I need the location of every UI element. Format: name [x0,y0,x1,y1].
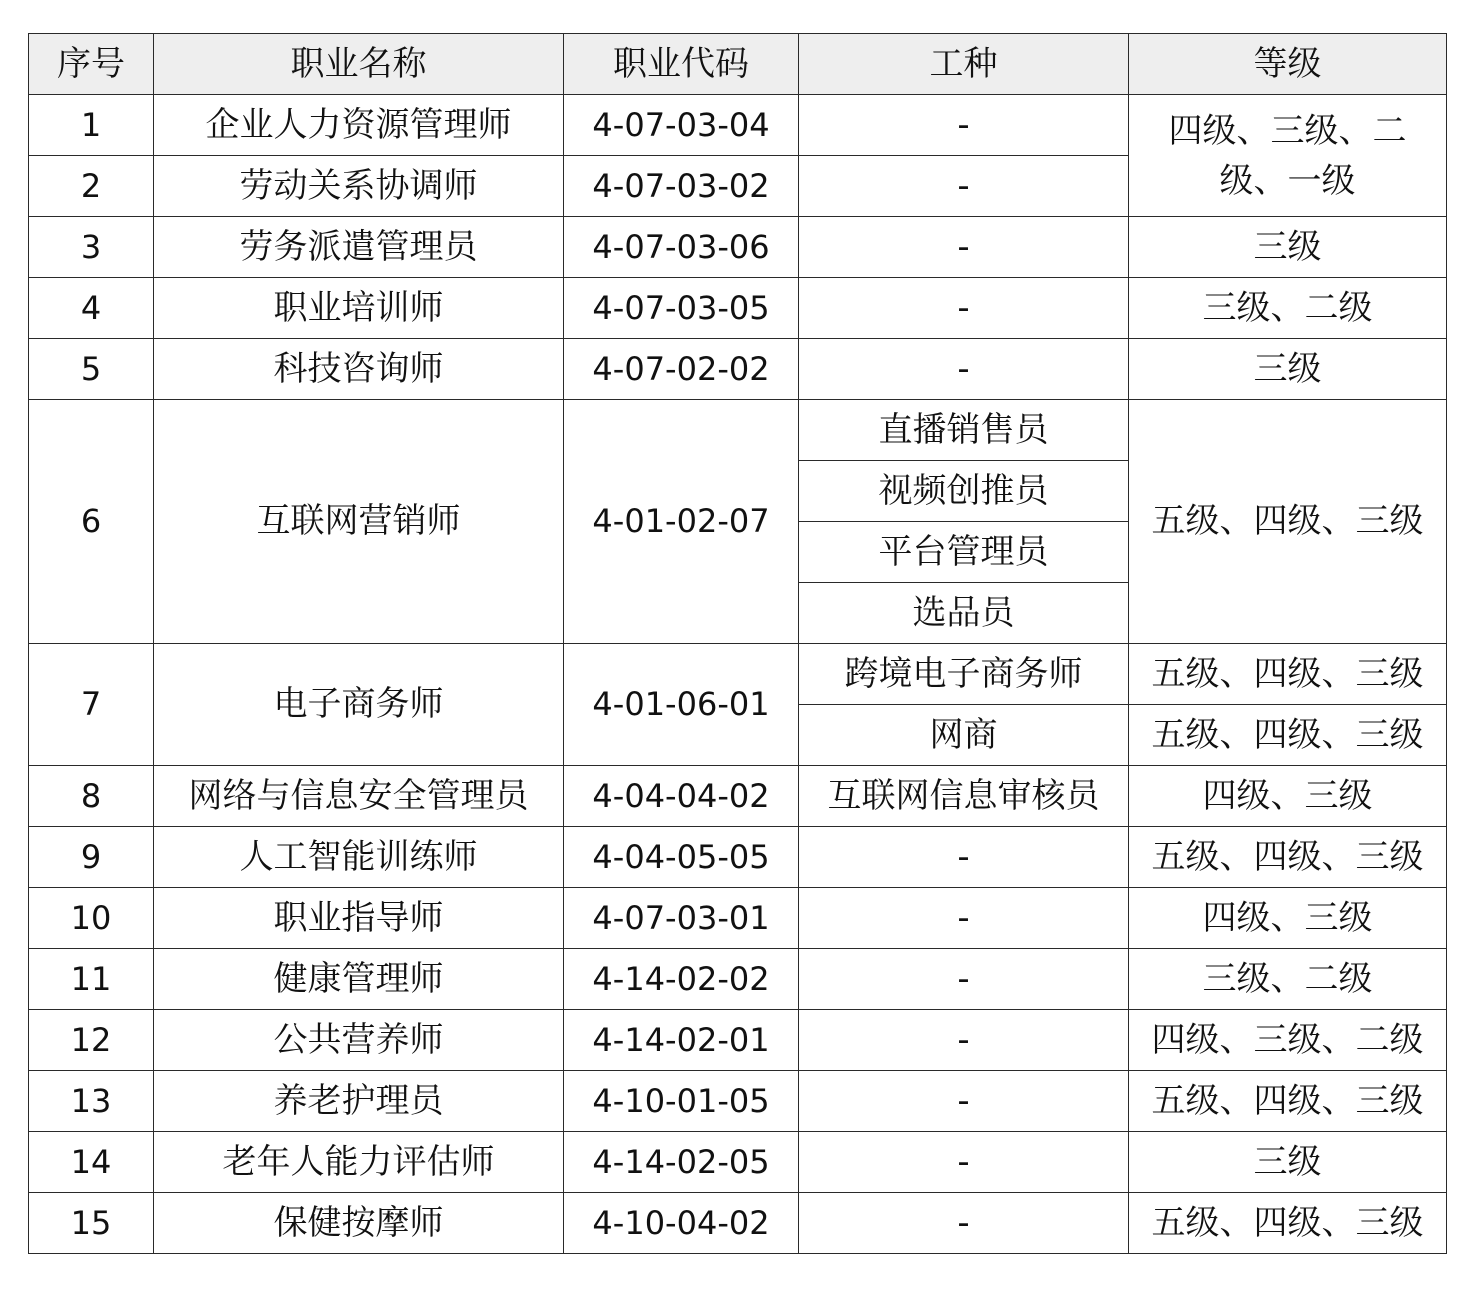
row-index: 8 [29,766,154,827]
occupation-name: 劳动关系协调师 [154,156,564,217]
trade: 选品员 [799,583,1129,644]
row-index: 10 [29,888,154,949]
table-row [29,644,1447,705]
occupation-name: 电子商务师 [154,644,564,766]
table-row [29,339,1447,400]
trade: - [799,339,1129,400]
row-index: 5 [29,339,154,400]
occupation-code: 4-07-03-04 [564,95,799,156]
trade: 视频创推员 [799,461,1129,522]
occupation-name: 保健按摩师 [154,1193,564,1254]
table-row [29,1193,1447,1254]
level: 五级、四级、三级 [1129,705,1447,766]
trade: 跨境电子商务师 [799,644,1129,705]
table-row [29,217,1447,278]
row-index: 7 [29,644,154,766]
occupation-name: 人工智能训练师 [154,827,564,888]
occupation-name: 老年人能力评估师 [154,1132,564,1193]
table-row [29,278,1447,339]
occupation-code: 4-07-03-05 [564,278,799,339]
level: 五级、四级、三级 [1129,400,1447,644]
level: 五级、四级、三级 [1129,644,1447,705]
trade: 互联网信息审核员 [799,766,1129,827]
occupation-name: 健康管理师 [154,949,564,1010]
trade: - [799,95,1129,156]
row-index: 15 [29,1193,154,1254]
level: 三级 [1129,339,1447,400]
occupation-name: 科技咨询师 [154,339,564,400]
level: 三级 [1129,1132,1447,1193]
trade: - [799,278,1129,339]
table-row [29,95,1447,156]
trade: - [799,888,1129,949]
level: 三级、二级 [1129,278,1447,339]
occupation-code: 4-01-02-07 [564,400,799,644]
level: 五级、四级、三级 [1129,1071,1447,1132]
occupation-code: 4-10-04-02 [564,1193,799,1254]
header-occupation-code: 职业代码 [564,34,799,95]
header-index: 序号 [29,34,154,95]
row-index: 4 [29,278,154,339]
header-trade: 工种 [799,34,1129,95]
row-index: 14 [29,1132,154,1193]
occupation-table [28,33,1447,1254]
occupation-code: 4-14-02-05 [564,1132,799,1193]
trade: - [799,217,1129,278]
occupation-name: 企业人力资源管理师 [154,95,564,156]
trade: - [799,1132,1129,1193]
row-index: 6 [29,400,154,644]
occupation-name: 互联网营销师 [154,400,564,644]
occupation-code: 4-04-04-02 [564,766,799,827]
table-row [29,888,1447,949]
occupation-name: 职业培训师 [154,278,564,339]
level: 五级、四级、三级 [1129,1193,1447,1254]
occupation-code: 4-10-01-05 [564,1071,799,1132]
table-row [29,766,1447,827]
occupation-name: 网络与信息安全管理员 [154,766,564,827]
occupation-code: 4-01-06-01 [564,644,799,766]
trade: 直播销售员 [799,400,1129,461]
table-row [29,1010,1447,1071]
row-index: 3 [29,217,154,278]
header-row [29,34,1447,95]
level: 五级、四级、三级 [1129,827,1447,888]
trade: - [799,827,1129,888]
occupation-name: 劳务派遣管理员 [154,217,564,278]
level: 四级、三级 [1129,888,1447,949]
occupation-code: 4-07-03-02 [564,156,799,217]
header-level: 等级 [1129,34,1447,95]
occupation-code: 4-04-05-05 [564,827,799,888]
trade: - [799,1071,1129,1132]
level: 三级 [1129,217,1447,278]
table-row [29,1071,1447,1132]
trade: 平台管理员 [799,522,1129,583]
occupation-name: 公共营养师 [154,1010,564,1071]
table-row [29,400,1447,461]
trade: - [799,1193,1129,1254]
trade: 网商 [799,705,1129,766]
occupation-name: 养老护理员 [154,1071,564,1132]
occupation-name: 职业指导师 [154,888,564,949]
header-occupation-name: 职业名称 [154,34,564,95]
table-row [29,827,1447,888]
row-index: 9 [29,827,154,888]
table-row [29,949,1447,1010]
occupation-code: 4-14-02-02 [564,949,799,1010]
level: 四级、三级 [1129,766,1447,827]
level: 三级、二级 [1129,949,1447,1010]
occupation-code: 4-14-02-01 [564,1010,799,1071]
row-index: 2 [29,156,154,217]
level: 四级、三级、二级 [1129,1010,1447,1071]
row-index: 11 [29,949,154,1010]
occupation-code: 4-07-03-06 [564,217,799,278]
trade: - [799,1010,1129,1071]
occupation-code: 4-07-03-01 [564,888,799,949]
row-index: 13 [29,1071,154,1132]
trade: - [799,949,1129,1010]
row-index: 1 [29,95,154,156]
table-row [29,1132,1447,1193]
trade: - [799,156,1129,217]
occupation-code: 4-07-02-02 [564,339,799,400]
level: 四级、三级、二级、一级 [1129,95,1447,217]
row-index: 12 [29,1010,154,1071]
